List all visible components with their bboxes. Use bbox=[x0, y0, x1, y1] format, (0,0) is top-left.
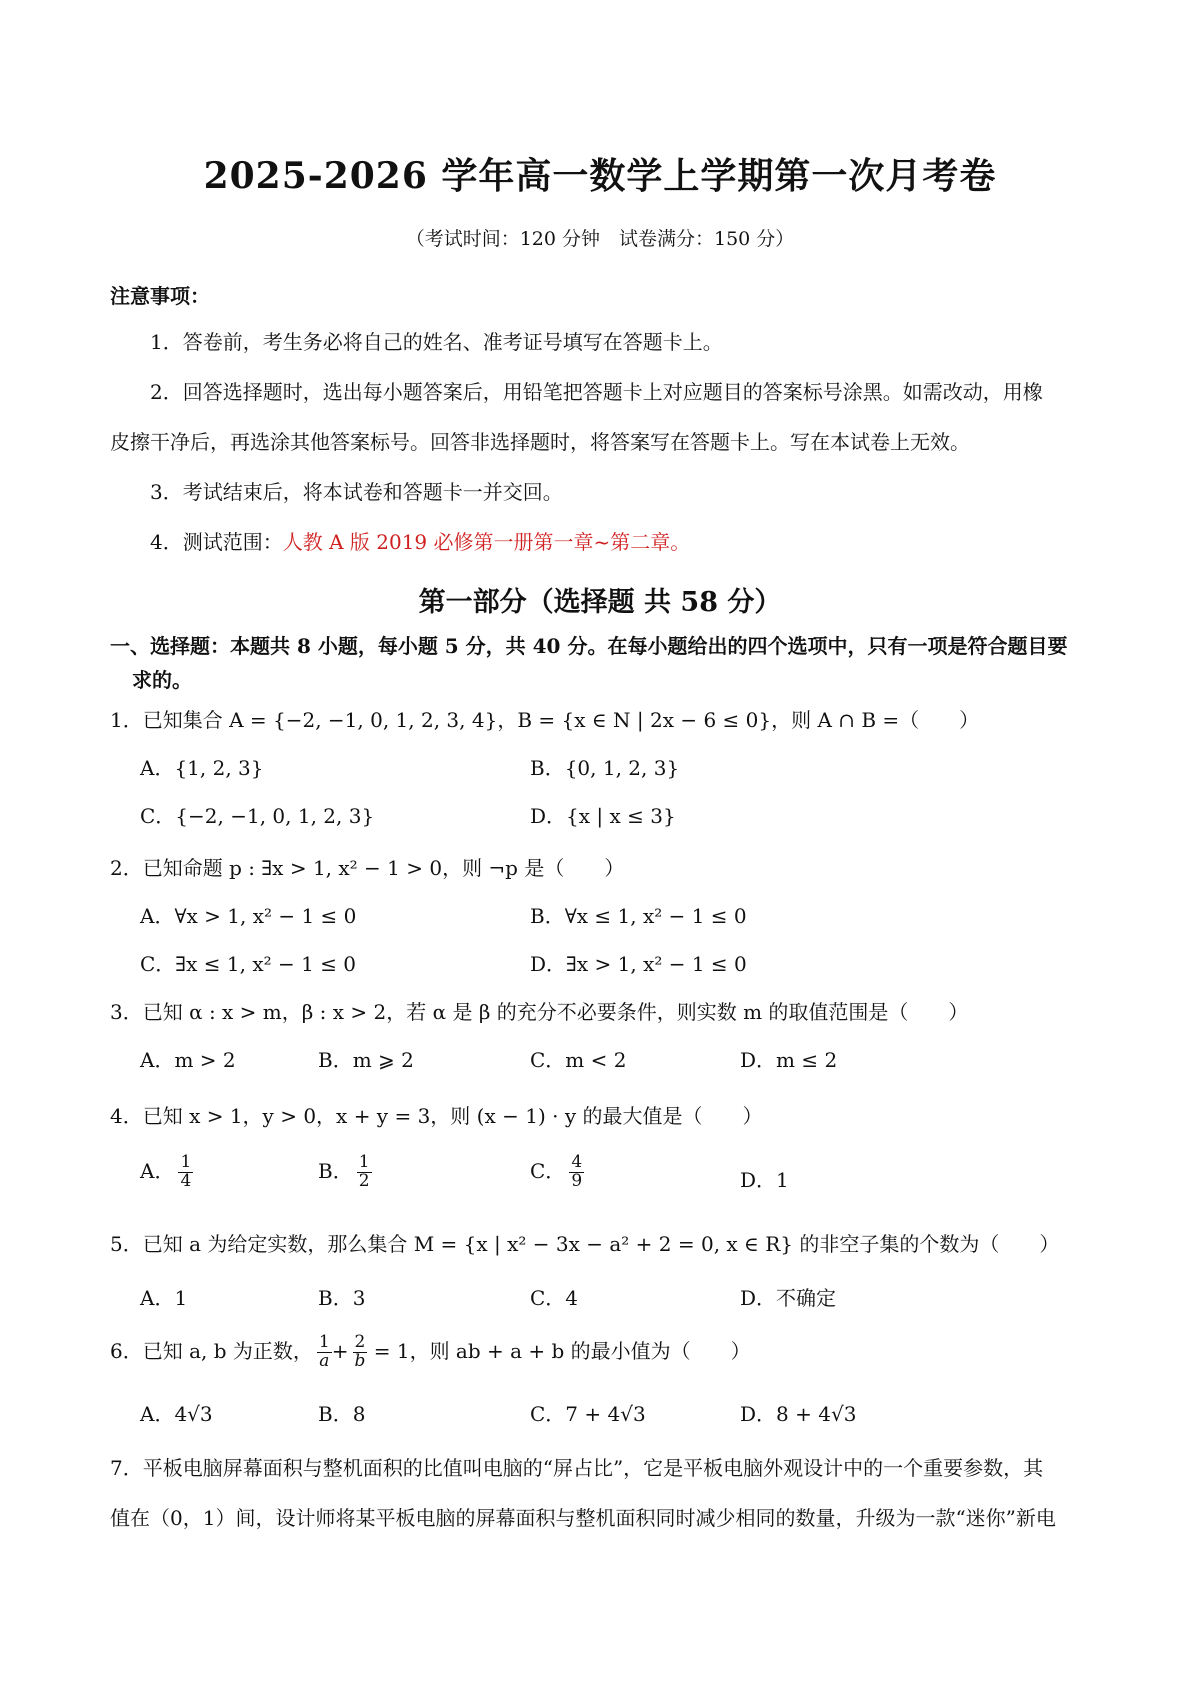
option-label: B． bbox=[318, 1158, 353, 1183]
question-1-option-d: D．{x | x ≤ 3} bbox=[530, 804, 676, 828]
notice-item-4-prefix: 4．测试范围： bbox=[150, 530, 283, 554]
question-3-option-b: B．m ⩾ 2 bbox=[318, 1048, 414, 1072]
notice-heading: 注意事项： bbox=[110, 284, 210, 308]
question-2-stem: 2．已知命题 p : ∃x > 1, x² − 1 > 0，则 ¬p 是（ ） bbox=[110, 856, 625, 880]
numerator: 1 bbox=[358, 1152, 370, 1172]
question-2-option-c: C．∃x ≤ 1, x² − 1 ≤ 0 bbox=[140, 952, 357, 976]
denominator: 2 bbox=[358, 1170, 370, 1191]
question-3-option-a: A．m > 2 bbox=[140, 1048, 236, 1072]
question-6-stem bbox=[110, 1334, 751, 1371]
notice-item-2-line-1: 2．回答选择题时，选出每小题答案后，用铅笔把答题卡上对应题目的答案标号涂黑。如需改动，用橡 bbox=[150, 380, 1043, 404]
section-1-heading-line-1: 一、选择题：本题共 8 小题，每小题 5 分，共 40 分。在每小题给出的四个选项中，只有一项是符合题目要 bbox=[110, 634, 1068, 658]
question-5-option-b: B．3 bbox=[318, 1286, 366, 1310]
section-1-heading-line-2: 求的。 bbox=[132, 668, 192, 692]
question-4-option-a bbox=[140, 1154, 193, 1191]
numerator: 1 bbox=[318, 1332, 330, 1352]
fraction bbox=[317, 1334, 332, 1371]
numerator: 1 bbox=[180, 1152, 192, 1172]
test-scope: 人教 A 版 2019 必修第一册第一章~第二章。 bbox=[282, 530, 691, 554]
plus-sign: + bbox=[331, 1338, 349, 1363]
question-7-stem-line-2: 值在（0，1）间，设计师将某平板电脑的屏幕面积与整机面积同时减少相同的数量，升级为一款“迷你”新电 bbox=[110, 1506, 1056, 1530]
question-1-option-b: B．{0, 1, 2, 3} bbox=[530, 756, 680, 780]
question-5-option-a: A．1 bbox=[140, 1286, 188, 1310]
question-1-option-a: A．{1, 2, 3} bbox=[140, 756, 264, 780]
question-6-option-c: C．7 + 4√3 bbox=[530, 1402, 646, 1426]
notice-item-2-line-2: 皮擦干净后，再选涂其他答案标号。回答非选择题时，将答案写在答题卡上。写在本试卷上无效。 bbox=[110, 430, 970, 454]
question-1-option-c: C．{−2, −1, 0, 1, 2, 3} bbox=[140, 804, 375, 828]
denominator: 9 bbox=[571, 1170, 583, 1191]
question-1-stem: 1．已知集合 A = {−2, −1, 0, 1, 2, 3, 4}，B = {x ∈ N | 2x − 6 ≤ 0}，则 A ∩ B =（ ） bbox=[110, 708, 980, 732]
fraction bbox=[569, 1154, 584, 1191]
question-6-option-d: D．8 + 4√3 bbox=[740, 1402, 857, 1426]
fraction bbox=[352, 1334, 367, 1371]
fraction bbox=[178, 1154, 193, 1191]
question-6-stem-suffix: = 1，则 ab + a + b 的最小值为（ ） bbox=[367, 1338, 751, 1363]
question-6-option-a: A．4√3 bbox=[140, 1402, 213, 1426]
denominator: 4 bbox=[180, 1170, 192, 1191]
question-5-stem: 5．已知 a 为给定实数，那么集合 M = {x | x² − 3x − a² + 2 = 0, x ∈ R} 的非空子集的个数为（ ） bbox=[110, 1232, 1060, 1256]
question-2-option-d: D．∃x > 1, x² − 1 ≤ 0 bbox=[530, 952, 747, 976]
option-label: A． bbox=[140, 1158, 175, 1183]
exam-subtitle: （考试时间：120 分钟 试卷满分：150 分） bbox=[405, 228, 795, 250]
numerator: 4 bbox=[571, 1152, 583, 1172]
question-2-option-a: A．∀x > 1, x² − 1 ≤ 0 bbox=[140, 904, 357, 928]
question-6-stem-prefix: 6．已知 a, b 为正数， bbox=[110, 1338, 313, 1363]
exam-title: 2025-2026 学年高一数学上学期第一次月考卷 bbox=[203, 155, 997, 197]
question-3-stem: 3．已知 α : x > m，β : x > 2，若 α 是 β 的充分不必要条件，则实数 m 的取值范围是（ ） bbox=[110, 1000, 969, 1024]
question-7-stem-line-1: 7．平板电脑屏幕面积与整机面积的比值叫电脑的“屏占比”，它是平板电脑外观设计中的一个重要参数，其 bbox=[110, 1456, 1044, 1480]
question-5-option-c: C．4 bbox=[530, 1286, 579, 1310]
part-1-title: 第一部分（选择题 共 58 分） bbox=[418, 587, 782, 618]
option-label: C． bbox=[530, 1158, 566, 1183]
notice-item-4 bbox=[150, 526, 690, 555]
question-4-option-d: D．1 bbox=[740, 1168, 789, 1192]
fraction bbox=[357, 1154, 372, 1191]
notice-item-3: 3．考试结束后，将本试卷和答题卡一并交回。 bbox=[150, 480, 563, 504]
question-4-option-b bbox=[318, 1154, 372, 1191]
question-3-option-c: C．m < 2 bbox=[530, 1048, 627, 1072]
question-4-stem: 4．已知 x > 1，y > 0，x + y = 3，则 (x − 1) · y 的最大值是（ ） bbox=[110, 1104, 763, 1128]
denominator: b bbox=[354, 1350, 366, 1371]
question-2-option-b: B．∀x ≤ 1, x² − 1 ≤ 0 bbox=[530, 904, 747, 928]
question-4-option-c bbox=[530, 1154, 584, 1191]
notice-item-1: 1．答卷前，考生务必将自己的姓名、准考证号填写在答题卡上。 bbox=[150, 330, 723, 354]
question-3-option-d: D．m ≤ 2 bbox=[740, 1048, 838, 1072]
numerator: 2 bbox=[354, 1332, 366, 1352]
denominator: a bbox=[319, 1350, 330, 1371]
question-5-option-d: D．不确定 bbox=[740, 1286, 837, 1310]
question-6-option-b: B．8 bbox=[318, 1402, 366, 1426]
